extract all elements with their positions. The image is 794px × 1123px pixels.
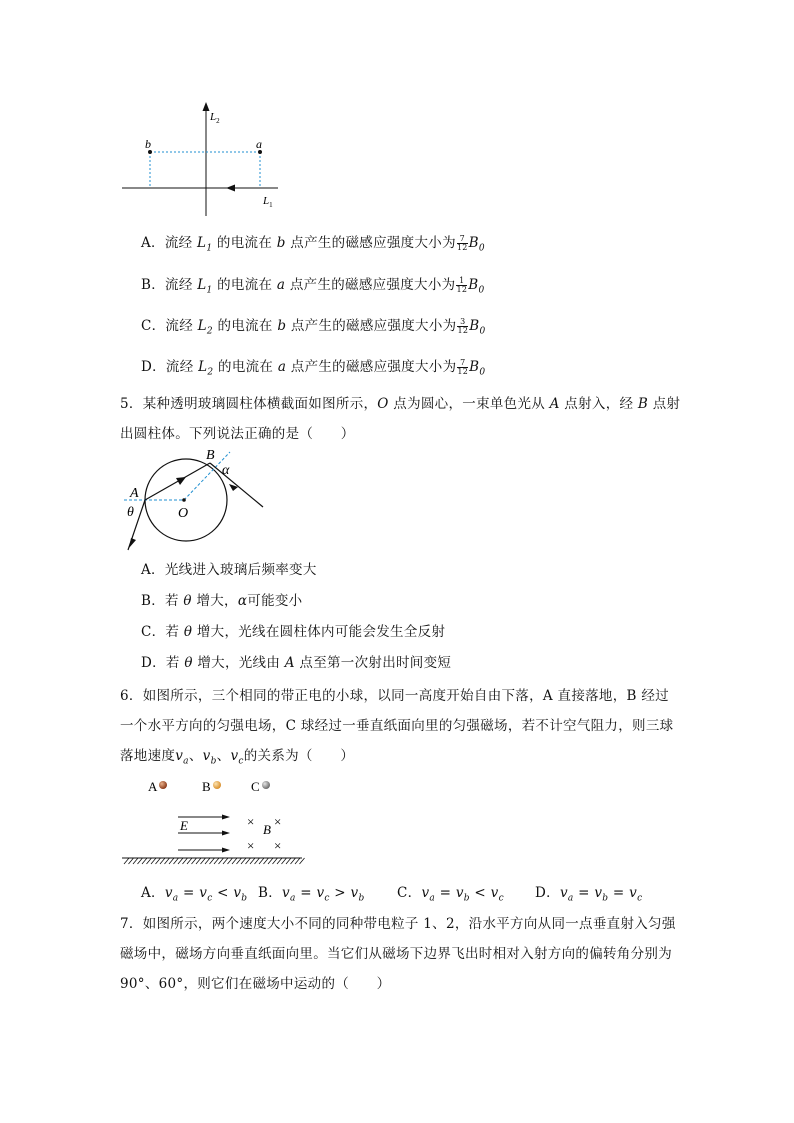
glass-circle	[145, 459, 227, 541]
three-balls-figure	[118, 774, 308, 870]
svg-text:L1	[262, 195, 273, 209]
q6-option-b[interactable]: B．$v_a = v_c > v_b$	[258, 885, 365, 904]
q6-stem-line2: 一个水平方向的匀强电场，C 球经过一垂直纸面向里的匀强磁场，若不计空气阻力，则三球	[120, 718, 674, 734]
q5-option-b[interactable]: B．若 θ 增大，α可能变小	[141, 593, 303, 609]
glass-cylinder-figure	[118, 450, 278, 555]
q7-stem-line1: 7．如图所示，两个速度大小不同的同种带电粒子 1、2，沿水平方向从同一点垂直射入匀强	[120, 916, 676, 932]
label-A: A	[130, 486, 139, 501]
ball-a	[159, 781, 167, 789]
ball-c	[262, 781, 270, 789]
q7-stem-line2: 磁场中，磁场方向垂直纸面向里。当它们从磁场下边界飞出时相对入射方向的偏转角分别为	[120, 946, 672, 962]
label-l2: L	[210, 111, 217, 123]
emergent-ray	[210, 463, 263, 507]
q4-option-d[interactable]: D．流经 $L_2$ 的电流在 a 点产生的磁感应强度大小为 $\frac{7}{12}$ $B_0$	[141, 358, 486, 378]
label-theta: θ	[127, 505, 134, 520]
label-O: O	[178, 506, 189, 521]
label-l1: L	[263, 195, 270, 207]
q4-option-b[interactable]: B．流经 $L_1$ 的电流在 a 点产生的磁感应强度大小为 $\frac{1}{12}$ $B_0$	[141, 276, 485, 296]
q4-option-a[interactable]: A．流经 $L_1$ 的电流在 b 点产生的磁感应强度大小为 $\frac{7}{12}$ $B_0$	[141, 234, 485, 254]
q6-option-a[interactable]: A．$v_a = v_c < v_b$	[141, 885, 248, 904]
label-E: E	[180, 818, 188, 833]
label-alpha: α	[222, 463, 230, 478]
l2-arrow	[203, 102, 210, 111]
q4-option-c[interactable]: C．流经 $L_2$ 的电流在 b 点产生的磁感应强度大小为 $\frac{3}{12}$ $B_0$	[141, 317, 486, 337]
label-l1-sub: 1	[269, 201, 273, 209]
cross-4: ×	[274, 838, 282, 853]
cross-3: ×	[247, 838, 255, 853]
q6-option-d[interactable]: D．$v_a = v_b = v_c$	[535, 885, 643, 904]
ball-a-label: A	[148, 779, 158, 794]
incident-arrow	[129, 538, 136, 548]
q6-option-c[interactable]: C．$v_a = v_b < v_c$	[397, 885, 504, 904]
svg-text:L2	[209, 111, 220, 125]
ball-b-label: B	[202, 779, 211, 794]
refracted-ray	[145, 463, 210, 500]
q5-option-a[interactable]: A．光线进入玻璃后频率变大	[141, 562, 317, 578]
q5-option-d[interactable]: D．若 θ 增大，光线由 A 点至第一次射出时间变短	[141, 655, 452, 671]
cross-1: ×	[247, 814, 255, 829]
ball-b	[213, 781, 221, 789]
q7-stem-line3: 90°、60°，则它们在磁场中运动的（ ）	[120, 976, 391, 992]
q5-stem-line2: 出圆柱体。下列说法正确的是（ ）	[120, 426, 355, 442]
label-b: b	[145, 137, 151, 151]
cross-2: ×	[274, 814, 282, 829]
ball-c-label: C	[251, 779, 260, 794]
q5-option-c[interactable]: C．若 θ 增大，光线在圆柱体内可能会发生全反射	[141, 624, 446, 640]
label-B: B	[206, 450, 215, 463]
ground-hatch	[124, 858, 305, 864]
l1-arrow	[226, 185, 235, 192]
q6-stem-line3: 落地速度$v_a$、$v_b$、$v_c$的关系为（ ）	[120, 748, 355, 767]
wires-figure	[118, 98, 288, 218]
label-B-field: B	[263, 822, 271, 837]
q5-stem-line1: 5．某种透明玻璃圆柱体横截面如图所示，O 点为圆心，一束单色光从 A 点射入，经 B 点射	[120, 396, 681, 412]
q6-stem-line1: 6．如图所示，三个相同的带正电的小球，以同一高度开始自由下落，A 直接落地，B 经过	[120, 688, 669, 704]
label-a: a	[256, 137, 262, 151]
center-o	[182, 498, 186, 502]
label-l2-sub: 2	[216, 117, 220, 125]
